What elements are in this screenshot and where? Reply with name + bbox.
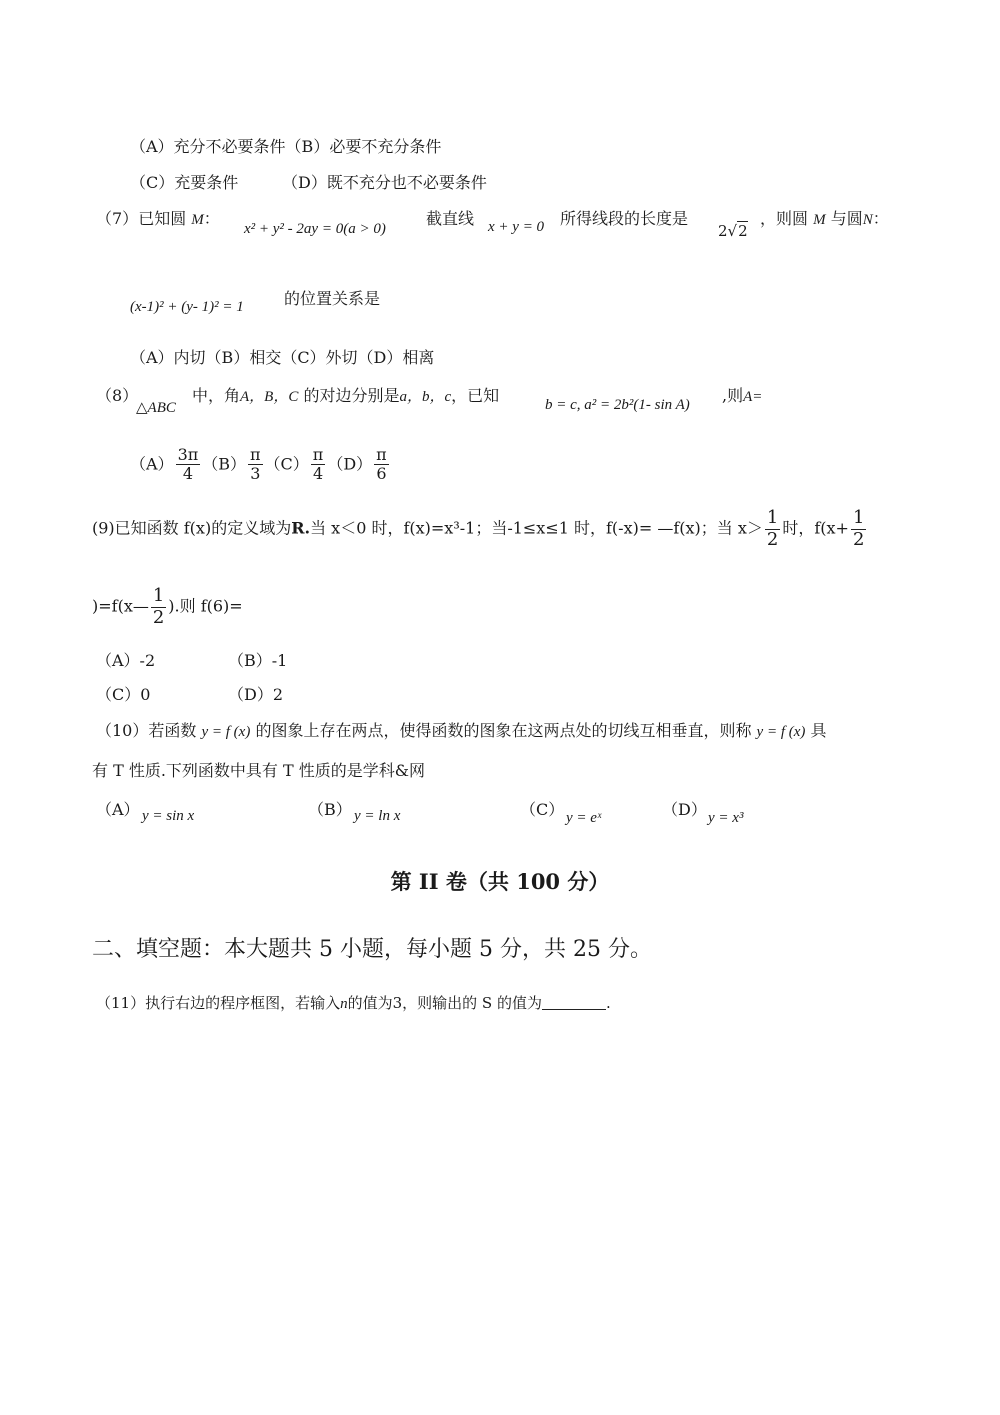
q10-opt-a-expr: y = sin x: [142, 808, 195, 824]
q8-opt-b-frac: [248, 446, 263, 484]
q7-length: 2√2: [718, 222, 748, 240]
q8-opt-d-frac: [374, 446, 389, 484]
q8-opt-a-den: 4: [182, 464, 193, 484]
q7-colon-2: ：: [872, 209, 889, 228]
q10-text2: 的图象上存在两点，使得函数的图象在这两点处的切线互相垂直，则称: [255, 721, 752, 740]
q9-number: (9): [92, 518, 115, 538]
q8-angles: A，B，C: [240, 389, 299, 405]
q8-opt-c-num: π: [312, 445, 324, 464]
q7-circle-n: N: [862, 212, 873, 228]
q8-number: （8）: [96, 386, 139, 405]
q9-line1: [92, 508, 868, 550]
q8-opt-b-den: 3: [250, 464, 261, 484]
q9-text3: 时，f(x+: [782, 518, 849, 538]
q9-opt-c: （C）0: [96, 685, 151, 704]
q11-end: .: [605, 994, 611, 1012]
q8-opt-a-num: 3π: [177, 445, 199, 464]
q9-half-2: [851, 508, 866, 550]
q11-answer-blank[interactable]: [542, 995, 606, 1010]
q7-text2: 截直线: [426, 209, 475, 228]
q8-text2: 的对边分别是: [303, 386, 400, 405]
q8-opt-c-den: 4: [312, 464, 324, 484]
q9-opt-d: （D）2: [228, 685, 284, 704]
q10-line1: [96, 718, 827, 741]
q8-ask-a: A=: [743, 389, 763, 405]
q9-half-2-den: 2: [852, 528, 865, 550]
q8-triangle: △ABC: [136, 400, 176, 416]
q9-half-1-num: 1: [766, 507, 779, 528]
q7-eq-circle-n: (x-1)² + (y- 1)² = 1: [130, 299, 244, 315]
q8-ask: [722, 383, 762, 406]
q8-opt-a-label: （A）: [130, 454, 174, 474]
q7-eq-circle-m: x² + y² - 2ay = 0(a > 0): [244, 221, 386, 237]
q6-option-c: （C）充要条件: [130, 173, 239, 192]
q8-opt-c-frac: [311, 446, 326, 484]
q8-options: [130, 446, 391, 484]
q9-half-2-num: 1: [852, 507, 865, 528]
q10-func: y = f (x): [201, 724, 251, 740]
q9-text5: ).则 f(6)=: [168, 596, 243, 616]
q7-circle-m: M: [191, 212, 204, 228]
q10-opt-b-expr: y = ln x: [354, 808, 401, 824]
section-heading: 二、填空题：本大题共 5 小题，每小题 5 分，共 25 分。: [92, 937, 652, 962]
q7-length-coef: 2: [718, 222, 728, 240]
q9-text4: )=f(x—: [92, 596, 149, 616]
q10-text3: 具: [810, 721, 827, 740]
q11-var: n: [340, 996, 348, 1012]
q9-half-1: [765, 508, 780, 550]
q8-opt-a-frac: [176, 446, 201, 484]
q8-condition: b = c, a² = 2b²(1- sin A): [545, 397, 690, 413]
q11-text2: 的值为3，则输出的 S 的值为: [347, 994, 542, 1012]
q7-options: （A）内切（B）相交（C）外切（D）相离: [130, 348, 435, 367]
q8-text4: ,则: [722, 386, 744, 405]
q8-sides: a，b，c: [399, 389, 452, 405]
q7-text1: 已知圆: [138, 209, 187, 228]
q9-text1: 已知函数 f(x)的定义域为: [114, 518, 292, 538]
q10-opt-c-expr: y = eˣ: [566, 810, 602, 826]
q10-opt-b-label: （B）: [308, 800, 352, 819]
q9-line2: [92, 586, 243, 628]
q10-number: （10）: [96, 721, 149, 740]
q7-text3: 所得线段的长度是: [560, 209, 689, 228]
q11-number: （11）: [96, 994, 146, 1012]
q7-text4: ，则圆: [760, 209, 809, 228]
q8-opt-c-label: （C）: [264, 454, 309, 474]
q8-opt-d-label: （D）: [327, 454, 373, 474]
q7-line1: [96, 206, 220, 229]
q7-line1-end: [760, 206, 889, 229]
q10-line2: 有 T 性质.下列函数中具有 T 性质的是学科&网: [92, 761, 426, 780]
q10-opt-d-label: （D）: [662, 800, 707, 819]
q7-text5: 与圆: [830, 209, 863, 228]
q11-text1: 执行右边的程序框图，若输入: [145, 994, 341, 1012]
q8-text1: 中，角: [192, 386, 241, 405]
q10-opt-d-expr: y = x³: [708, 810, 744, 826]
q10-text1: 若函数: [148, 721, 197, 740]
q7-eq-line: x + y = 0: [488, 219, 545, 235]
q7-circle-m-ref: M: [813, 212, 826, 228]
section-title: 第 II 卷（共 100 分）: [390, 869, 610, 894]
q8-line: [192, 383, 499, 406]
q10-opt-a-label: （A）: [96, 800, 140, 819]
q8-opt-b-num: π: [250, 445, 261, 464]
q8-opt-d-num: π: [376, 445, 387, 464]
q9-half-1-den: 2: [766, 528, 779, 550]
q7-number: （7）: [96, 209, 139, 228]
q9-half-3: [151, 586, 166, 628]
q6-option-d: （D）既不充分也不必要条件: [282, 173, 487, 192]
q9-opt-a: （A）-2: [96, 651, 156, 670]
q8-text3: ，已知: [451, 386, 500, 405]
q8-opt-b-label: （B）: [202, 454, 247, 474]
q7-colon: ：: [203, 209, 220, 228]
q9-half-3-den: 2: [152, 606, 165, 628]
q7-length-root: 2: [738, 222, 748, 240]
q9-half-3-num: 1: [152, 585, 165, 606]
q8-opt-d-den: 6: [376, 464, 387, 484]
q9-text2: 当 x＜0 时，f(x)=x³-1；当-1≤x≤1 时，f(-x)= —f(x)；当 x＞: [310, 518, 763, 538]
q9-domain: R.: [291, 518, 311, 538]
q7-text6: 的位置关系是: [284, 289, 381, 308]
q9-opt-b: （B）-1: [228, 651, 288, 670]
q10-opt-c-label: （C）: [520, 800, 565, 819]
q11-line: [96, 992, 611, 1013]
q10-func-ref: y = f (x): [756, 724, 806, 740]
q6-options-row1: （A）充分不必要条件（B）必要不充分条件: [130, 137, 442, 156]
